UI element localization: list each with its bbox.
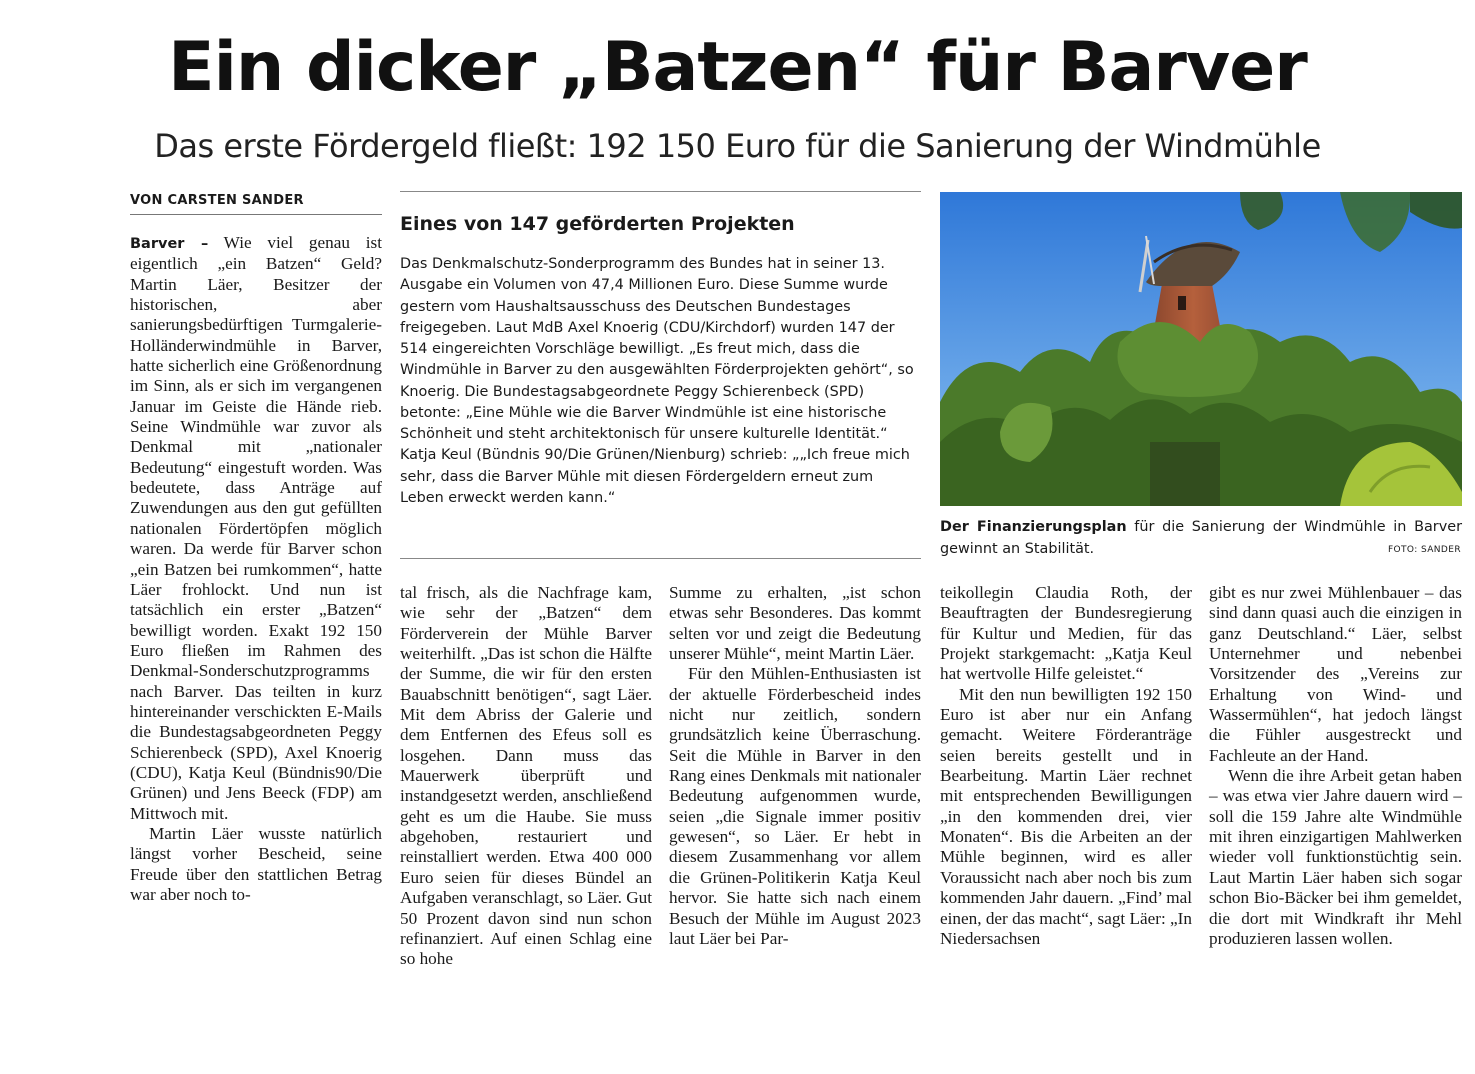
caption-lead: Der Finanzierungsplan (940, 519, 1127, 535)
infobox-top-rule (400, 191, 921, 192)
caption-text: für die Sanierung der Windmühle in Barver gewinnt an Stabilität. (940, 519, 1462, 557)
article-column-3 (669, 583, 921, 949)
article-paragraph: Mit den nun bewilligten 192 150 Euro ist aber nur ein Anfang gemacht. Weitere Förderanträge seien bereits gestellt und in Bearbeitung. Martin Läer rechnet mit entsprechenden Bewilligungen „in den kommenden drei, vier Monaten“. Bis die Arbeiten an der Mühle beginnen, wird es aller Voraussicht nach aber noch bis zum kommenden Jahr dauern. „Find’ mal einen, der das macht“, sagt Läer: „In Niedersachsen (940, 684, 1192, 948)
article-column-5 (1209, 583, 1462, 949)
infobox-body: Das Denkmalschutz-Sonderprogramm des Bundes hat in seiner 13. Ausgabe ein Volumen von 47,4 Millionen Euro. Diese Summe wurde gestern vom Haushaltsausschuss des Deutschen Bundestages freigegeben. Laut MdB Axel Knoerig (CDU/Kirchdorf) wurden 147 der 514 eingereichten Vorschläge bewilligt. „Es freut mich, dass die Windmühle in Barver zu den ausgewählten Förderprojekten gehört“, so Knoerig. Die Bundestagsabgeordnete Peggy Schierenbeck (SPD) betonte: „Eine Mühle wie die Barver Windmühle ist eine historische Schönheit und steht architektonisch für unsere kulturelle Identität.“ Katja Keul (Bündnis 90/Die Grünen/Nienburg) schrieb: „„Ich freue mich sehr, dass die Barver Mühle mit diesen Fördergeldern erneut zum Leben erweckt werden kann.“ (400, 256, 914, 506)
article-paragraph: Wenn die ihre Arbeit getan haben – was etwa vier Jahre dauern wird – soll die 159 Jahre alte Windmühle mit ihren einzigartigen Mahlwerken wieder voll funktionstüchtig sein. Laut Martin Läer haben sich sogar schon Bio-Bäcker bei ihm gemeldet, die dort mit Windkraft ihr Mehl produzieren lassen wollen. (1209, 766, 1462, 948)
article-paragraph: tal frisch, als die Nachfrage kam, wie sehr der „Batzen“ dem Förderverein der Mühle Barver weiterhilft. „Das ist schon die Hälfte der Summe, die wir für den ersten Bauabschnitt benötigen“, sagt Läer. Mit dem Abriss der Galerie und dem Entfernen des Efeus soll es losgehen. Dann muss das Mauerwerk überprüft und instandgesetzt werden, anschließend geht es um die Haube. Sie muss abgehoben, restauriert und reinstalliert werden. Etwa 400 000 Euro seien für dieses Bündel an Aufgaben veranschlagt, so Läer. Gut 50 Prozent davon sind nun schon refinanziert. Auf einen Schlag eine so hohe (400, 583, 653, 969)
infobox-title: Eines von 147 geförderten Projekten (400, 213, 795, 235)
article-paragraph: gibt es nur zwei Mühlenbauer – das sind dann quasi auch die einzigen in ganz Deutschland.“ Läer, selbst Unternehmer und nebenbei Vorsitzender des „Vereins zur Erhaltung von Wind- und Wassermühlen“, hat jedoch längst die Fühler ausgestreckt und Fachleute an der Hand. (1209, 583, 1462, 765)
article-paragraph: Martin Läer wusste natürlich längst vorher Bescheid, seine Freude über den stattlichen Betrag war aber noch to- (130, 823, 382, 904)
article-column-2 (400, 583, 652, 970)
windmill-photo (940, 192, 1462, 506)
article-column-1 (130, 233, 382, 905)
infobox-bottom-rule (400, 558, 921, 559)
paragraph-text: Wie viel genau ist eigentlich „ein Batzen“ Geld? Martin Läer, Besitzer der historischen, aber sanierungsbedürftigen Turmgalerie-Holländerwindmühle in Barver, hatte sicherlich eine Größenordnung im Sinn, als er sich im vergangenen Januar im Geiste die Hände rieb. Seine Windmühle war zuvor als Denkmal mit „nationaler Bedeutung“ eingestuft worden. Was bedeutete, dass Anträge auf Zuwendungen aus den gut gefüllten nationalen Fördertöpfen möglich waren. Da werde für Barver schon „ein Batzen bei rumkommen“, hatte Läer frohlockt. Und nun ist tatsächlich ein erster „Batzen“ bewilligt worden. Exakt 192 150 Euro fließen im Rahmen des Denkmal-Sonderschutzprogramms nach Barver. Das teilten in kurz hintereinander verschickten E-Mails die Bundestagsabgeordneten Peggy Schierenbeck (SPD), Axel Knoerig (CDU), Katja Keul (Bündnis90/Die Grünen) und Jens Beeck (FDP) am Mittwoch mit. (130, 233, 382, 823)
article-paragraph: teikollegin Claudia Roth, der Beauftragten der Bundesregierung für Kultur und Medien, für das Projekt starkgemacht: „Katja Keul hat wertvolle Hilfe geleistet.“ (940, 583, 1192, 684)
photo-credit: FOTO: SANDER (1387, 545, 1461, 555)
photo-caption (940, 516, 1462, 560)
article-paragraph: Für den Mühlen-Enthusiasten ist der aktuelle Förderbescheid indes nicht nur zeitlich, sondern grundsätzlich keine Überraschung. Seit die Mühle in Barver in den Rang eines Denkmals mit nationaler Bedeutung aufgenommen wurde, seien „die Signale immer positiv gewesen“, so Läer. Er hebt in diesem Zusammenhang vor allem die Grünen-Politikerin Katja Keul hervor. Sie hatte sich nach einem Besuch der Mühle im August 2023 laut Läer bei Par- (669, 664, 921, 948)
headline: Ein dicker „Batzen“ für Barver (168, 28, 1307, 107)
byline: VON CARSTEN SANDER (130, 192, 382, 215)
article-paragraph (130, 233, 382, 824)
windmill-illustration (940, 192, 1462, 506)
article-column-4 (940, 583, 1192, 949)
dateline: Barver – (130, 236, 209, 252)
subheadline: Das erste Fördergeld fließt: 192 150 Euro für die Sanierung der Windmühle (154, 127, 1321, 165)
article-paragraph: Summe zu erhalten, „ist schon etwas sehr Besonderes. Das kommt selten vor und zeigt die Bedeutung unserer Mühle“, meint Martin Läer. (669, 583, 921, 664)
